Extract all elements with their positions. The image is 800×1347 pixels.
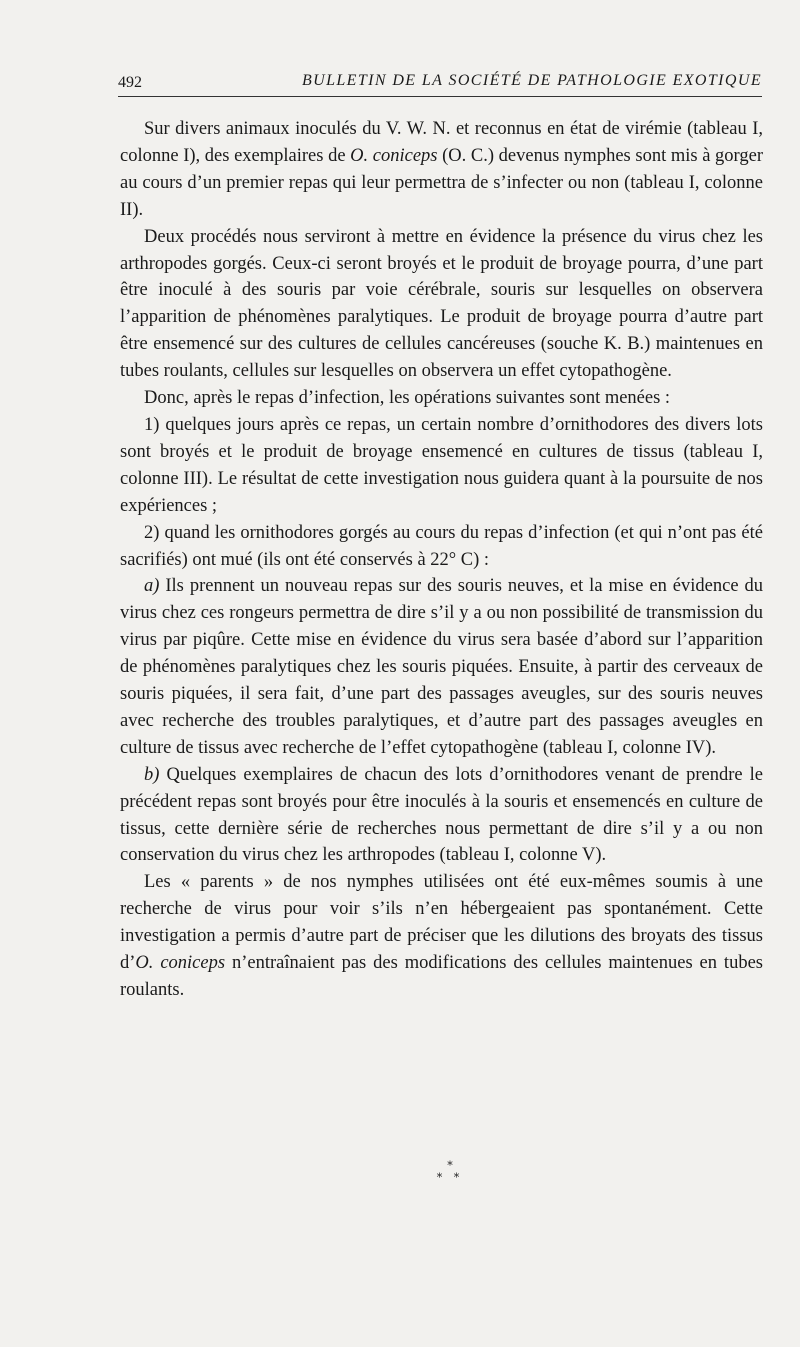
body-text (120, 116, 763, 1004)
paragraph-text: Deux procédés nous serviront à mettre en évidence la présence du virus chez les arthropodes gorgés. Ceux-ci seront broyés et le produit de broyage pourra, d’une part être inoculé à des souris par voie cérébrale, souris sur lesquelles on observera l’apparition de phénomènes paralytiques. Le produit de broyage pourra d’autre part être ensemencé sur des cultures de cellules cancéreuses (souche K. B.) maintenues en tubes roulants, cellules sur lesquelles on observera un effet cytopathogène. (120, 226, 763, 382)
italic-text: a) (144, 576, 160, 597)
running-title: BULLETIN DE LA SOCIÉTÉ DE PATHOLOGIE EXOTIQUE (301, 72, 762, 89)
paragraph (120, 869, 763, 1004)
page-number: 492 (118, 74, 142, 91)
paragraph (120, 520, 763, 574)
paragraph (120, 762, 763, 870)
paragraph (120, 224, 763, 385)
italic-text: O. coniceps (135, 953, 226, 974)
paragraph-text: Les « parents » de nos nymphes utilisées ont été eux-mêmes soumis à une recherche de virus pour voir s’ils n’en hébergeaient pas spontanément. Cette investigation a permis d’autre part de préciser que les dilutions des broyats des tissus d’ (120, 872, 763, 974)
italic-text: b) (144, 764, 160, 785)
paragraph (120, 116, 763, 224)
paragraph-text: Sur divers animaux inoculés du V. W. N. et reconnus en état de virémie (tableau I, colonne I), des exemplaires de (120, 119, 763, 166)
paragraph-text: Ils prennent un nouveau repas sur des souris neuves, et la mise en évidence du virus chez ces rongeurs permettra de dire s’il y a ou non possibilité de transmission du virus par piqûre. Cette mise en évidence du virus sera basée d’abord sur l’apparition de phénomènes paralytiques chez les souris piquées. Ensuite, à partir des cerveaux de souris piquées, il sera fait, d’une part des passages aveugles, sur des souris neuves avec recherche des troubles paralytiques, et d’autre part des passages aveugles en culture de tissus avec recherche de l’effet cytopathogène (tableau I, colonne IV). (120, 576, 763, 758)
paragraph-text: n’entraînaient pas des modifications des cellules maintenues en tubes roulants. (120, 953, 763, 1000)
italic-text: O. coniceps (350, 145, 438, 166)
paragraph-text: 1) quelques jours après ce repas, un certain nombre d’ornithodores des divers lots sont broyés et le produit de broyage ensemencé en cultures de tissus (tableau I, colonne III). Le résultat de cette investigation nous guidera quant à la poursuite de nos expériences ; (120, 414, 763, 516)
section-separator (420, 1160, 480, 1184)
paragraph (120, 385, 763, 412)
paragraph-text: Donc, après le repas d’infection, les opérations suivantes sont menées : (144, 388, 671, 409)
paragraph-text: Quelques exemplaires de chacun des lots d’ornithodores venant de prendre le précédent repas sont broyés pour être inoculés à la souris et ensemencés en culture de tissus, cette dernière série de recherches nous permettant de dire s’il y a ou non conservation du virus chez les arthropodes (tableau I, colonne V). (120, 764, 763, 866)
paragraph (120, 573, 763, 761)
paragraph (120, 412, 763, 520)
paragraph-text: (O. C.) devenus nymphes sont mis à gorger au cours d’un premier repas qui leur permettra de s’infecter ou non (tableau I, colonne II). (120, 145, 763, 220)
separator-stars-bottom: * * (436, 1171, 464, 1184)
page-header (118, 72, 762, 97)
paragraph-text: 2) quand les ornithodores gorgés au cours du repas d’infection (et qui n’ont pas été sacrifiés) ont mué (ils ont été conservés à 22° C) : (120, 522, 763, 570)
separator-star-top: * (447, 1159, 453, 1172)
